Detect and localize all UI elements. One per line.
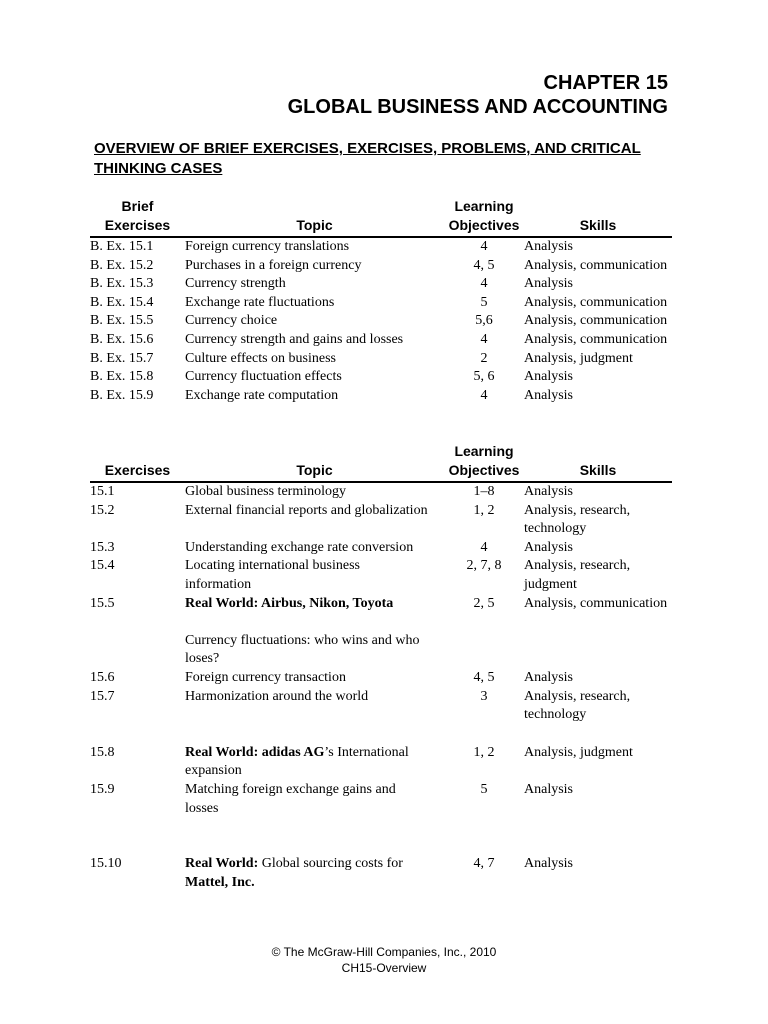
real-world-label: Real World: [185, 856, 259, 872]
exercise-number: 15.10 [90, 856, 122, 872]
table-row [90, 237, 672, 257]
topic-text: Global sourcing costs for [258, 856, 403, 872]
table-row [90, 294, 672, 313]
exercise-number: 15.4 [90, 558, 115, 574]
skills: Analysis [524, 484, 573, 499]
skills: Analysis [524, 239, 573, 254]
learning-objectives: 4, 5 [473, 257, 495, 273]
brief-exercises-table [90, 197, 672, 405]
skills: Analysis [524, 856, 573, 872]
exercise-topic: Currency fluctuation effects [185, 369, 342, 385]
table-row [90, 275, 672, 294]
learning-objectives: 2 [480, 350, 488, 366]
learning-objectives: 5, 6 [473, 369, 495, 385]
table-header-row [90, 197, 672, 237]
exercise-number: B. Ex. 15.2 [90, 257, 154, 273]
skills: Analysis [524, 781, 573, 797]
skills: Analysis, judgment [524, 350, 633, 366]
exercise-topic: Exchange rate fluctuations [185, 294, 335, 310]
skills-line: judgment [524, 576, 577, 592]
chapter-number: CHAPTER 15 [543, 72, 668, 94]
table-row [90, 855, 672, 892]
header-line: Objectives [448, 217, 520, 233]
skills [524, 502, 672, 539]
table-row [90, 744, 672, 781]
learning-objectives: 4 [480, 539, 488, 555]
exercise-topic: Foreign currency translations [185, 239, 350, 254]
exercise-number: B. Ex. 15.1 [90, 239, 154, 254]
topic-line: Matching foreign exchange gains and [185, 781, 396, 797]
table-row [90, 557, 672, 594]
real-world-company-label: Real World: Airbus, Nikon, Toyota [185, 595, 394, 611]
exercise-topic: Foreign currency transaction [185, 669, 346, 685]
overview-title: OVERVIEW OF BRIEF EXERCISES, EXERCISES, PROBLEMS, AND CRITICAL THINKING CASES [94, 140, 641, 177]
skills: Analysis, communication [524, 257, 668, 273]
table-row [90, 387, 672, 406]
learning-objectives: 2, 7, 8 [466, 558, 502, 574]
learning-objectives: 1, 2 [473, 502, 495, 518]
table-header-row [90, 442, 672, 482]
exercise-topic: Currency choice [185, 313, 278, 329]
skills: Analysis [524, 539, 573, 555]
skills: Analysis [524, 387, 573, 403]
column-header-learning-objectives [444, 442, 524, 482]
topic-line: loses? [185, 651, 220, 667]
topic-line: Currency fluctuations: who wins and who [185, 632, 420, 648]
skills-line: Analysis, research, [524, 688, 631, 704]
skills: Analysis [524, 669, 573, 685]
learning-objectives: 5,6 [475, 313, 493, 329]
exercise-topic: Exchange rate computation [185, 387, 339, 403]
exercise-number: 15.3 [90, 539, 115, 555]
table-row [90, 331, 672, 350]
exercise-number: B. Ex. 15.6 [90, 331, 154, 347]
exercise-number: B. Ex. 15.8 [90, 369, 154, 385]
column-header-topic: Topic [185, 197, 444, 237]
learning-objectives: 4 [480, 331, 488, 347]
exercise-topic [185, 557, 444, 594]
skills: Analysis [524, 276, 573, 292]
exercise-number: B. Ex. 15.9 [90, 387, 154, 403]
learning-objectives: 2, 5 [473, 595, 495, 611]
table-row [90, 669, 672, 688]
exercise-topic: Currency strength and gains and losses [185, 331, 404, 347]
exercise-topic: Global business terminology [185, 484, 346, 499]
skills: Analysis [524, 369, 573, 385]
learning-objectives: 4 [480, 239, 488, 254]
page-identifier: CH15-Overview [341, 961, 427, 975]
column-header-exercises: Exercises [90, 442, 185, 482]
table-row [90, 482, 672, 502]
learning-objectives: 4, 7 [473, 856, 495, 872]
topic-line: Locating international business [185, 558, 360, 574]
column-header-learning-objectives [444, 197, 524, 237]
exercise-topic [185, 595, 444, 669]
learning-objectives: 5 [480, 294, 488, 310]
exercise-number: 15.2 [90, 502, 115, 518]
exercise-topic [185, 744, 444, 781]
skills: Analysis, communication [524, 331, 668, 347]
copyright-notice: © The McGraw-Hill Companies, Inc., 2010 [271, 945, 497, 959]
skills: Analysis, communication [524, 294, 668, 310]
chapter-title: GLOBAL BUSINESS AND ACCOUNTING [287, 96, 668, 118]
exercise-number: B. Ex. 15.7 [90, 350, 154, 366]
learning-objectives: 4, 5 [473, 669, 495, 685]
column-header-brief-exercises [90, 197, 185, 237]
exercise-number: 15.8 [90, 744, 115, 760]
page-footer [0, 944, 768, 976]
topic-text: ’s International [324, 744, 409, 760]
exercise-topic: Purchases in a foreign currency [185, 257, 362, 273]
header-line: Learning [454, 198, 514, 214]
exercise-number: 15.9 [90, 781, 115, 797]
header-line: Objectives [448, 462, 520, 478]
table-row [90, 781, 672, 855]
exercise-number: 15.5 [90, 595, 115, 611]
header-line: Brief [121, 198, 154, 214]
skills [524, 557, 672, 594]
table-row [90, 595, 672, 669]
learning-objectives: 5 [480, 781, 488, 797]
exercise-topic: Harmonization around the world [185, 688, 369, 704]
learning-objectives: 1, 2 [473, 744, 495, 760]
column-header-skills: Skills [524, 442, 672, 482]
exercise-topic: Culture effects on business [185, 350, 336, 366]
exercise-topic [185, 855, 444, 892]
exercise-number: B. Ex. 15.4 [90, 294, 154, 310]
chapter-heading [288, 71, 668, 119]
exercise-number: 15.1 [90, 484, 115, 499]
exercise-number: 15.6 [90, 669, 115, 685]
exercise-number: B. Ex. 15.5 [90, 313, 154, 329]
header-line: Learning [454, 443, 514, 459]
exercise-number: 15.7 [90, 688, 115, 704]
column-header-skills: Skills [524, 197, 672, 237]
skills-line: technology [524, 521, 587, 537]
table-row [90, 312, 672, 331]
topic-line: losses [185, 800, 219, 816]
skills: Analysis, communication [524, 313, 668, 329]
skills [524, 688, 672, 744]
real-world-company-label: Mattel, Inc. [185, 874, 255, 890]
learning-objectives: 4 [480, 276, 488, 292]
table-row [90, 368, 672, 387]
exercise-topic: Understanding exchange rate conversion [185, 539, 414, 555]
skills-line: Analysis, research, [524, 502, 631, 518]
skills-line: technology [524, 707, 587, 723]
skills: Analysis, communication [524, 595, 668, 611]
exercise-topic: External financial reports and globalization [185, 502, 428, 518]
table-row [90, 350, 672, 369]
table-row [90, 502, 672, 539]
learning-objectives: 1–8 [473, 484, 495, 499]
real-world-company-label: Real World: adidas AG [185, 744, 325, 760]
spacer [185, 613, 444, 632]
exercises-table [90, 442, 672, 892]
table-row [90, 539, 672, 558]
skills: Analysis, judgment [524, 744, 633, 760]
learning-objectives: 4 [480, 387, 488, 403]
table-row [90, 688, 672, 744]
table-row [90, 257, 672, 276]
topic-line: expansion [185, 763, 242, 779]
learning-objectives: 3 [480, 688, 488, 704]
column-header-topic: Topic [185, 442, 444, 482]
skills-line: Analysis, research, [524, 558, 631, 574]
topic-line [185, 744, 444, 763]
topic-line: information [185, 576, 252, 592]
topic-line [185, 855, 444, 874]
exercise-topic: Currency strength [185, 276, 286, 292]
exercise-topic [185, 781, 444, 855]
exercise-number: B. Ex. 15.3 [90, 276, 154, 292]
header-line: Exercises [104, 217, 171, 233]
